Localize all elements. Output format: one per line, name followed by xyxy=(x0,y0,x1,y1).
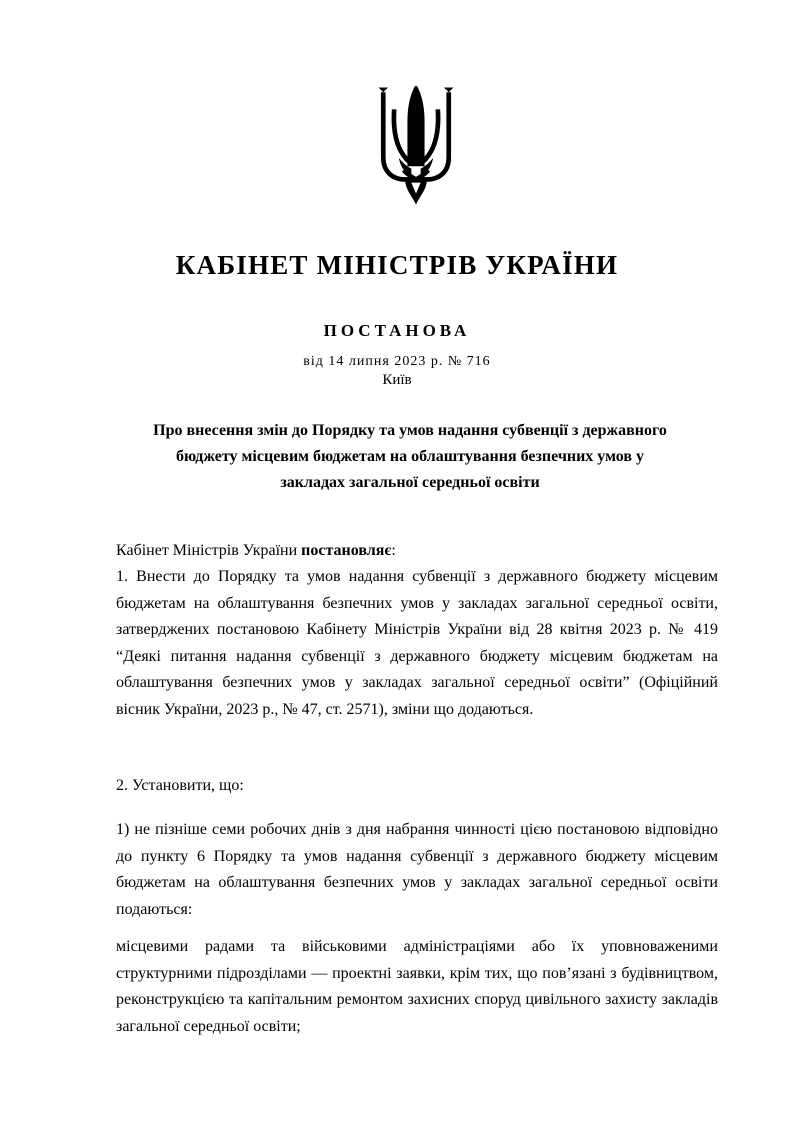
paragraph-2: 2. Установити, що: xyxy=(116,777,244,794)
document-date-number: від 14 липня 2023 р. № 716 xyxy=(303,354,491,369)
organization-title: КАБІНЕТ МІНІСТРІВ УКРАЇНИ xyxy=(175,250,619,280)
trident-coat-of-arms-icon xyxy=(377,86,455,206)
paragraph-1: 1. Внести до Порядку та умов надання субвенції з державного бюджету місцевим бюджетам на облаштування безпечних умов у закладах загальної середньої освіти, затверджених постановою Кабінету Міністрів України від 28 квітня 2023 р. № 419 “Деякі питання надання субвенції з державного бюджету місцевим бюджетам на облаштування безпечних умов у закладах загальної середньої освіти” (Офіційний вісник України, 2023 р., № 47, ст. 2571), зміни що додаються. xyxy=(116,568,718,718)
intro-decision-word: постановляє xyxy=(301,542,392,559)
subject-line: Про внесення змін до Порядку та умов надання субвенції з державного xyxy=(153,422,667,439)
document-type: ПОСТАНОВА xyxy=(323,321,471,340)
paragraph-2-1: 1) не пізніше семи робочих днів з дня набрання чинності цією постановою відповідно до пункту 6 Порядку та умов надання субвенції з державного бюджету місцевим бюджетам на облаштування безпечних умов у закладах загальної середньої освіти подаються: xyxy=(116,821,718,918)
document-city: Київ xyxy=(382,372,412,388)
paragraph-2-1-list-item: місцевими радами та військовими адміністраціями або їх уповноваженими структурними підрозділами — проектні заявки, крім тих, що пов’язані з будівництвом, реконструкцією та капітальним ремонтом захисних споруд цивільного захисту закладів загальної середньої освіти; xyxy=(116,938,718,1035)
intro-punctuation: : xyxy=(391,542,396,559)
document-subject xyxy=(100,418,720,496)
subject-line: бюджету місцевим бюджетам на облаштування безпечних умов у xyxy=(175,448,645,465)
intro-text: Кабінет Міністрів України xyxy=(116,542,302,559)
subject-line: закладах загальної середньої освіти xyxy=(280,474,540,491)
intro-paragraph xyxy=(116,538,718,565)
